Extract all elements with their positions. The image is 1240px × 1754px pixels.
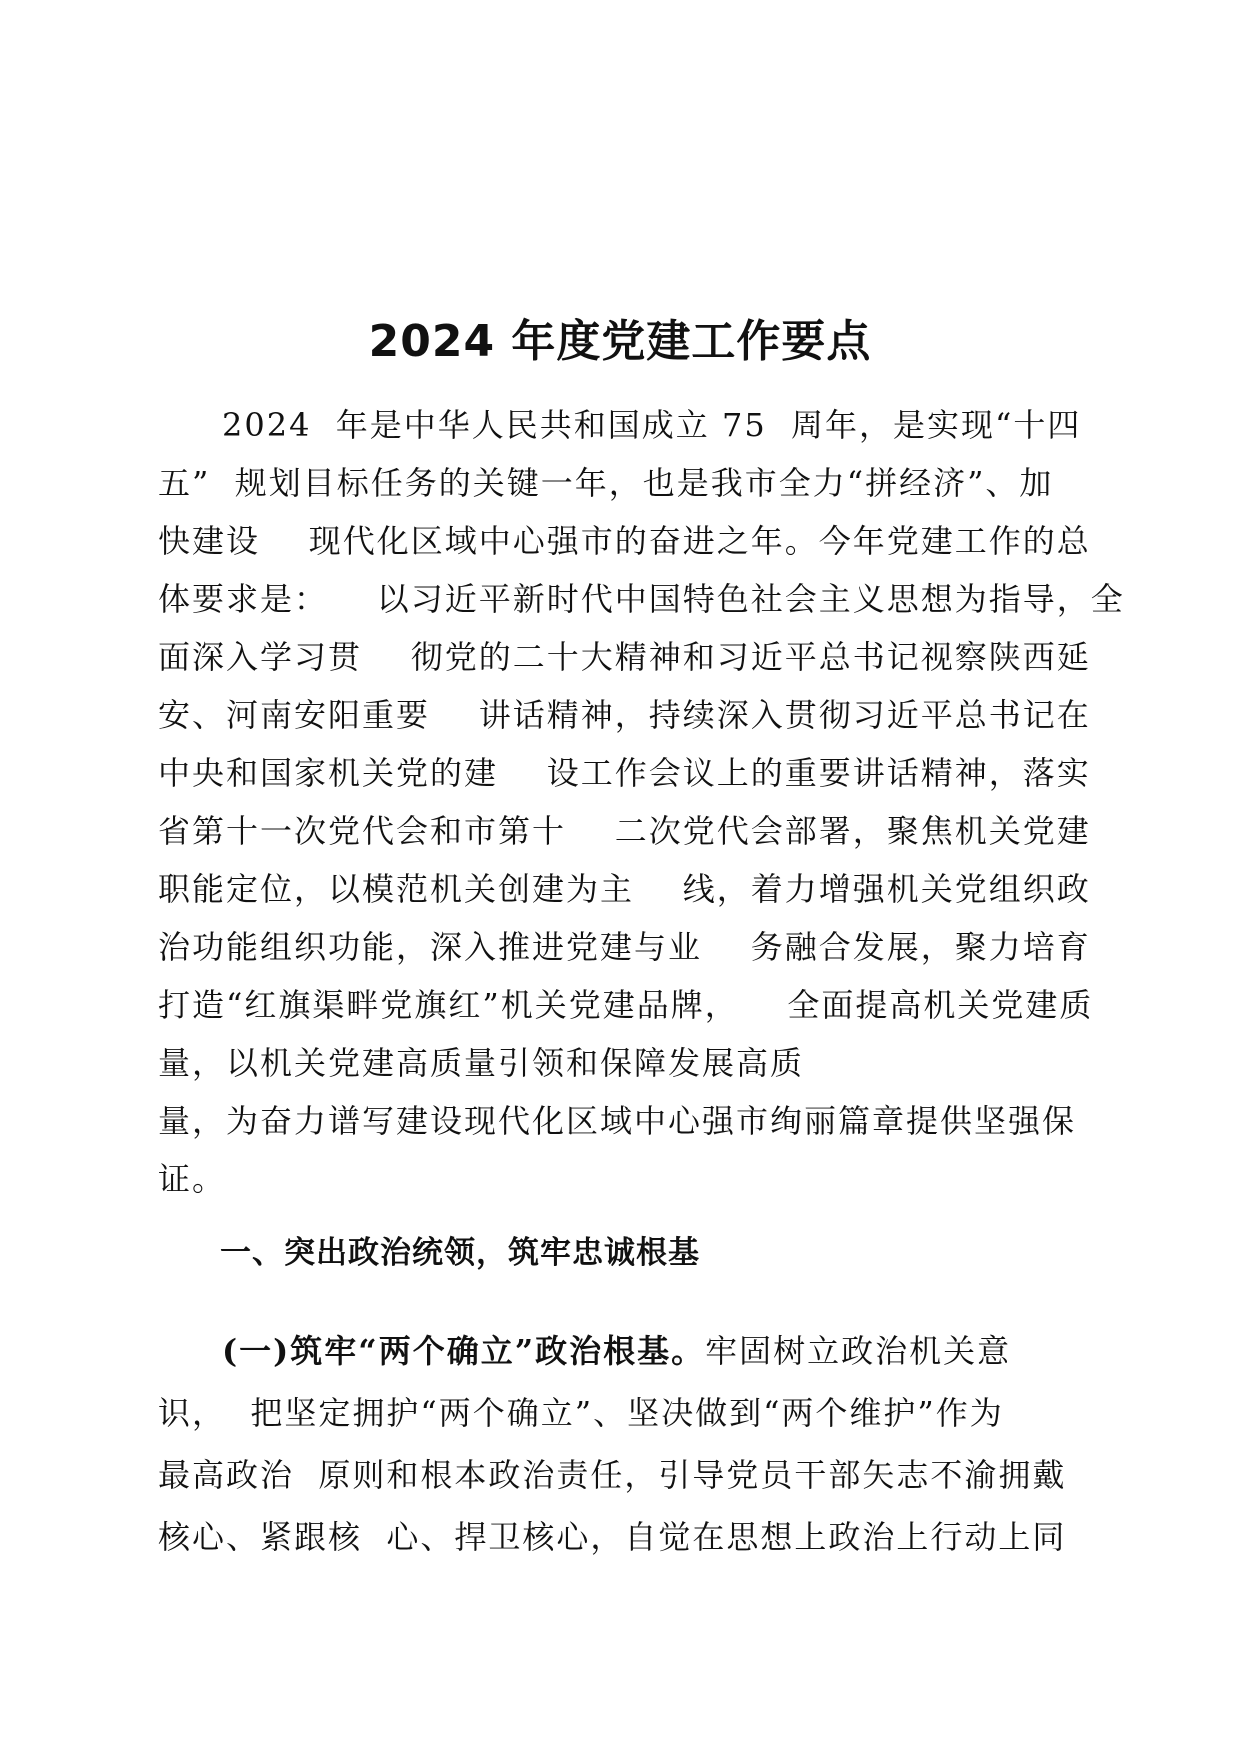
intro-line: 安、河南安阳重要 讲话精神，持续深入贯彻习近平总书记在	[158, 696, 1091, 734]
section-line: 核心、紧跟核 心、捍卫核心，自觉在思想上政治上行动上同	[158, 1518, 1067, 1556]
document-title: 2024 年度党建工作要点	[368, 316, 872, 367]
intro-line: 量，为奋力谱写建设现代化区域中心强市绚丽篇章提供坚强保	[158, 1102, 1077, 1140]
intro-line: 职能定位，以模范机关创建为主 线，着力增强机关党组织政	[158, 870, 1091, 908]
section-line-text: 牢固树立政治机关意	[705, 1332, 1012, 1370]
section-line: 最高政治 原则和根本政治责任，引导党员干部矢志不渝拥戴	[158, 1456, 1067, 1494]
intro-line: 快建设 现代化区域中心强市的奋进之年。今年党建工作的总	[158, 522, 1091, 560]
section-heading: 一、突出政治统领，筑牢忠诚根基	[220, 1235, 700, 1271]
intro-paragraph	[158, 396, 1125, 1208]
intro-line: 中央和国家机关党的建 设工作会议上的重要讲话精神，落实	[158, 754, 1091, 792]
intro-line: 面深入学习贯 彻党的二十大精神和习近平总书记视察陕西延	[158, 638, 1091, 676]
intro-line: 省第十一次党代会和市第十 二次党代会部署，聚焦机关党建	[158, 812, 1091, 850]
section-first-line	[158, 1320, 1098, 1382]
intro-line: 证。	[158, 1160, 227, 1198]
intro-line: 量，以机关党建高质量引领和保障发展高质	[158, 1044, 805, 1082]
intro-line: 五” 规划目标任务的关键一年，也是我市全力“拼经济”、加	[158, 464, 1054, 502]
section-paragraph	[158, 1320, 1098, 1568]
intro-line: 治功能组织功能，深入推进党建与业 务融合发展，聚力培育	[158, 928, 1091, 966]
section-line: 识， 把坚定拥护“两个确立”、坚决做到“两个维护”作为	[158, 1394, 1004, 1432]
intro-line: 2024 年是中华人民共和国成立 75 周年，是实现“十四	[222, 406, 1082, 444]
intro-line: 打造“红旗渠畔党旗红”机关党建品牌， 全面提高机关党建质	[158, 986, 1094, 1024]
subsection-heading: (一)筑牢“两个确立”政治根基。	[222, 1332, 706, 1370]
intro-line: 体要求是： 以习近平新时代中国特色社会主义思想为指导，全	[158, 580, 1125, 618]
